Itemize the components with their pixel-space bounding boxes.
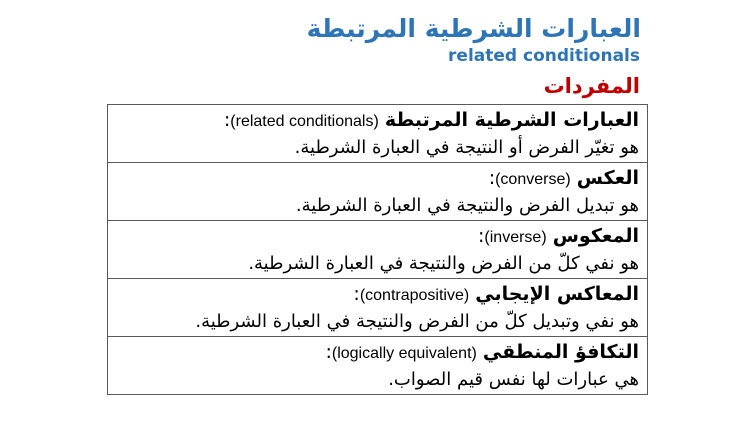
vocabulary-row	[108, 163, 648, 221]
vocabulary-cell	[108, 221, 648, 279]
term-arabic: العبارات الشرطية المرتبطة	[384, 109, 639, 131]
term-english: (inverse)	[484, 229, 547, 246]
term-english: (logically equivalent)	[331, 345, 477, 362]
term-definition: هو نفي كلّ من الفرض والنتيجة في العبارة الشرطية.	[248, 253, 639, 274]
term-definition: هي عبارات لها نفس قيم الصواب.	[388, 369, 639, 390]
vocabulary-cell	[108, 337, 648, 395]
term-line	[114, 165, 639, 193]
vocabulary-row	[108, 221, 648, 279]
term-arabic: العكس	[576, 167, 639, 189]
term-colon: :	[478, 225, 485, 247]
term-english: (converse)	[495, 171, 571, 188]
term-line	[114, 107, 639, 135]
term-line	[114, 339, 639, 367]
term-colon: :	[488, 167, 496, 189]
term-definition: هو نفي وتبديل كلّ من الفرض والنتيجة في العبارة الشرطية.	[195, 311, 639, 332]
vocabulary-cell	[108, 105, 648, 163]
vocabulary-row	[108, 337, 648, 395]
term-english: (contrapositive)	[359, 287, 470, 304]
term-arabic: المعاكس الإيجابي	[475, 283, 639, 305]
term-definition: هو تبديل الفرض والنتيجة في العبارة الشرطية.	[295, 195, 639, 216]
section-title-vocabulary: المفردات	[543, 74, 640, 98]
vocabulary-cell	[108, 279, 648, 337]
slide-title-arabic: العبارات الشرطية المرتبطة	[306, 14, 641, 43]
term-colon: :	[223, 109, 231, 131]
term-definition: هو تغيّر الفرض أو النتيجة في العبارة الشرطية.	[294, 137, 639, 158]
term-english: (related conditionals)	[230, 113, 379, 130]
vocabulary-table	[107, 104, 648, 395]
term-line	[114, 281, 639, 309]
vocabulary-cell	[108, 163, 648, 221]
term-arabic: المعكوس	[552, 225, 639, 247]
slide-title-english: related conditionals	[448, 46, 640, 66]
term-colon: :	[325, 341, 332, 363]
term-line	[114, 223, 639, 251]
vocabulary-row	[108, 105, 648, 163]
term-colon: :	[353, 283, 360, 305]
term-arabic: التكافؤ المنطقي	[482, 341, 639, 363]
vocabulary-row	[108, 279, 648, 337]
